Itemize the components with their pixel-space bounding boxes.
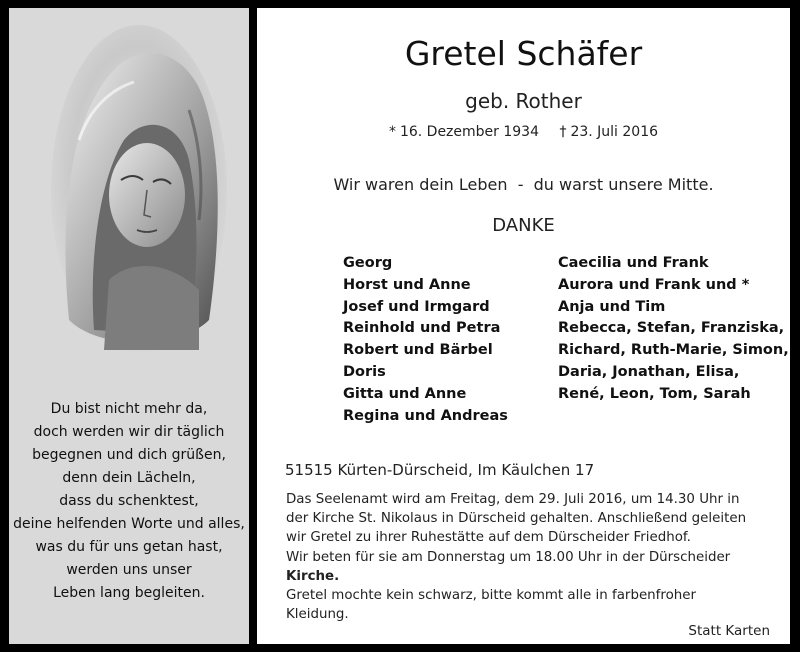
mourner-entry: Anja und Tim: [558, 298, 666, 315]
maiden-name: geb. Rother: [465, 89, 582, 113]
mourner-entry: Horst und Anne: [343, 276, 471, 293]
mourner-entry: René, Leon, Tom, Sarah: [558, 385, 751, 402]
thanks-heading: DANKE: [492, 215, 555, 236]
mourners-right: [558, 253, 789, 406]
poem-line: was du für uns getan hast,: [35, 539, 223, 555]
mourner-entry: Reinhold und Petra: [343, 320, 501, 337]
notice-line: Gretel mochte kein schwarz, bitte kommt alle in farbenfroher: [286, 588, 697, 604]
poem: [9, 398, 249, 605]
notice-line: wir Gretel zu ihrer Ruhestätte auf dem Dürscheider Friedhof.: [286, 530, 691, 546]
mourner-entry: Georg: [343, 255, 393, 271]
mourners-left: [343, 253, 508, 427]
funeral-notice: [286, 490, 770, 624]
life-dates: [257, 122, 790, 142]
mourner-entry: Aurora und Frank und *: [558, 276, 750, 293]
deceased-name: Gretel Schäfer: [404, 34, 643, 73]
address: 51515 Kürten-Dürscheid, Im Käulchen 17: [285, 461, 595, 479]
mourner-entry: Josef und Irmgard: [343, 298, 490, 315]
mourner-entry: Caecilia und Frank: [558, 255, 709, 271]
poem-line: deine helfenden Worte und alles,: [13, 516, 245, 532]
poem-line: werden uns unser: [66, 562, 192, 578]
poem-line: dass du schenktest,: [59, 493, 199, 509]
notice-line: der Kirche St. Nikolaus in Dürscheid gehalten. Anschließend geleiten: [286, 511, 747, 527]
mourner-entry: Doris: [343, 363, 386, 380]
notice-line: Kirche.: [286, 568, 340, 584]
left-panel: [9, 8, 249, 644]
poem-line: begegnen und dich grüßen,: [32, 447, 226, 463]
poem-line: Du bist nicht mehr da,: [50, 401, 208, 417]
mourner-entry: Richard, Ruth-Marie, Simon,: [558, 342, 789, 359]
mourner-entry: Regina und Andreas: [343, 407, 508, 424]
right-panel: [257, 8, 790, 644]
death-date: † 23. Juli 2016: [559, 124, 659, 140]
notice-line: Wir beten für sie am Donnerstag um 18.00 Uhr in der Dürscheider: [286, 549, 731, 565]
mourner-entry: Rebecca, Stefan, Franziska,: [558, 320, 785, 337]
notice-line: Kleidung.: [286, 607, 349, 623]
statt-karten: Statt Karten: [688, 623, 770, 639]
birth-symbol: *: [388, 124, 396, 140]
poem-line: doch werden wir dir täglich: [33, 424, 225, 440]
poem-line: Leben lang begleiten.: [53, 585, 205, 601]
mourner-entry: Robert und Bärbel: [343, 342, 493, 359]
cross-icon: †: [559, 124, 567, 140]
mourner-entry: Gitta und Anne: [343, 385, 467, 402]
birth-date: * 16. Dezember 1934: [388, 124, 539, 140]
mourner-entry: Daria, Jonathan, Elisa,: [558, 363, 740, 380]
poem-line: denn dein Lächeln,: [62, 470, 196, 486]
madonna-image: [49, 20, 229, 360]
motto: Wir waren dein Leben - du warst unsere Mitte.: [333, 175, 714, 194]
notice-line: Das Seelenamt wird am Freitag, dem 29. Juli 2016, um 14.30 Uhr in: [286, 492, 740, 507]
